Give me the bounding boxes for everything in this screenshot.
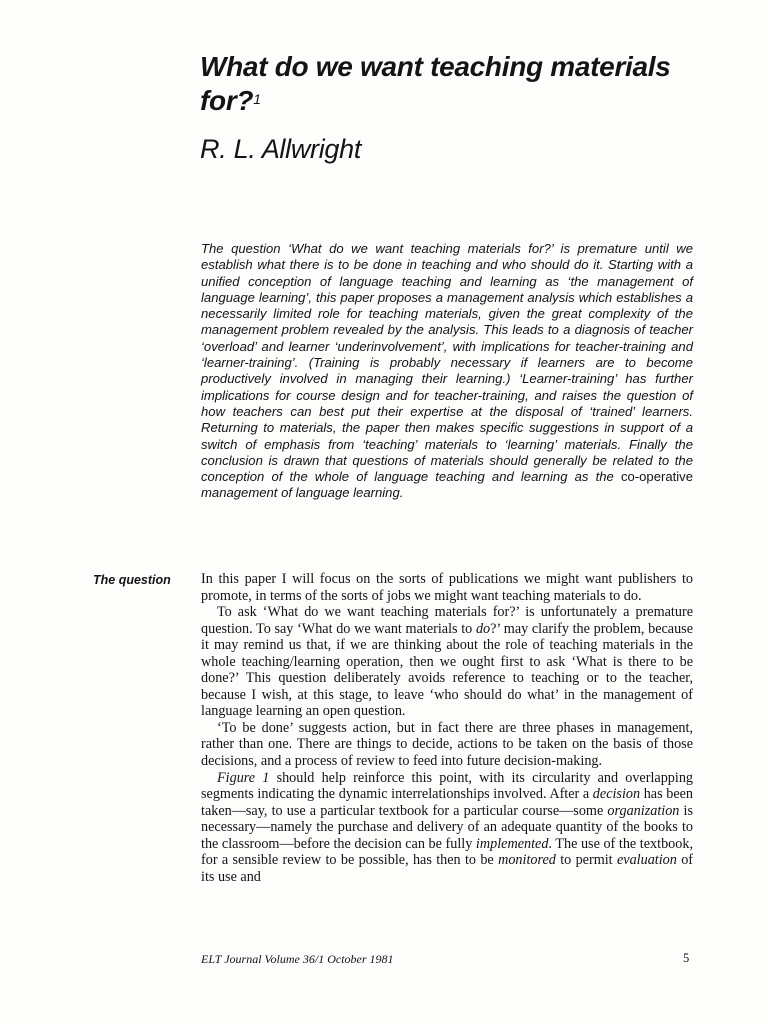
p4-em-evaluation: evaluation xyxy=(616,852,677,869)
page-number: 5 xyxy=(683,951,690,965)
p4-em-monitored: monitored xyxy=(498,852,556,869)
journal-footer: ELT Journal Volume 36/1 October 1981 xyxy=(201,952,394,966)
article-title-text: What do we want teaching materials for? xyxy=(200,51,671,116)
p4-em-decision: decision xyxy=(592,786,641,803)
author-name: R. L. Allwright xyxy=(200,134,362,164)
abstract-text-2: management of language learning. xyxy=(201,485,404,501)
p4-text-6: of its use and xyxy=(201,852,694,885)
abstract-text-1: The question ‘What do we want teaching materials for?’ is premature until we establish what there is to be done in teaching and who should do it. Starting with a unified conception of language teaching and learning as ‘the management of language learning’, this paper proposes a management analysis which establishes a necessarily limited role for teaching materials, given the great complexity of the management problem revealed by the analysis. This leads to a diagnosis of teacher ‘overload’ and learner ‘underinvolvement’, with implications for teacher-training and ‘learner-training’. (Training is probably necessary if learners are to become productively involved in managing their learning.) ‘Learner-training’ has further implications for course design and for teacher-training, and raises the question of how teachers can best put their expertise at the disposal of ‘trained’ learners. Returning to materials, the paper then makes specific suggestions in support of a switch of emphasis from ‘teaching’ materials to ‘learning’ materials. Finally the conclusion is drawn that questions of materials should generally be related to the conception of the whole of language teaching and learning as the xyxy=(201,241,693,485)
p4-em-implemented: implemented xyxy=(475,835,549,852)
p2-text-2: ?’ may clarify the problem, because it may remind us that, if we are thinking about the role of teaching materials in the whole teaching/learning operation, then we ought first to ask ‘What is there to be done?’ This question deliberately avoids reference to teaching or to the teacher, because I wish, at this stage, to leave ‘who should do what’ in the management of language learning an open question. xyxy=(201,620,693,720)
p4-text-5: to permit xyxy=(560,852,613,869)
abstract-roman-word: co-operative xyxy=(620,469,693,485)
p4-text-4: . The use of the textbook, for a sensible review to be possible, has then to be xyxy=(201,835,693,869)
paragraph-2 xyxy=(201,604,693,720)
article-title xyxy=(200,50,720,118)
p4-em-organization: organization xyxy=(607,802,680,819)
figure-reference[interactable]: Figure 1 xyxy=(217,769,270,786)
p4-text-1: should help reinforce this point, with its circularity and overlapping segments indicating the dynamic interrelationships involved. After a xyxy=(201,769,694,803)
abstract xyxy=(201,241,693,502)
body-text xyxy=(201,571,693,885)
footnote-marker[interactable]: 1 xyxy=(253,91,261,107)
paragraph-3: ‘To be done’ suggests action, but in fact there are three phases in management, rather than one. There are things to decide, actions to be taken on the basis of those decisions, and a process of review to feed into future decision-making. xyxy=(201,719,693,770)
p4-text-2: has been taken—say, to use a particular textbook for a particular course—some xyxy=(201,786,694,819)
p4-text-3: is necessary—namely the purchase and delivery of an adequate quantity of the books to the classroom—before the decision can be fully xyxy=(201,802,694,852)
paragraph-4 xyxy=(201,770,693,886)
paragraph-1: In this paper I will focus on the sorts of publications we might want publishers to promote, in terms of the sorts of jobs we might want teaching materials to do. xyxy=(201,571,693,604)
section-heading: The question xyxy=(93,573,171,587)
p2-text-1: To ask ‘What do we want teaching materials for?’ is unfortunately a premature question. To say ‘What do we want materials to xyxy=(201,604,693,637)
p2-em-do: do xyxy=(475,620,491,637)
